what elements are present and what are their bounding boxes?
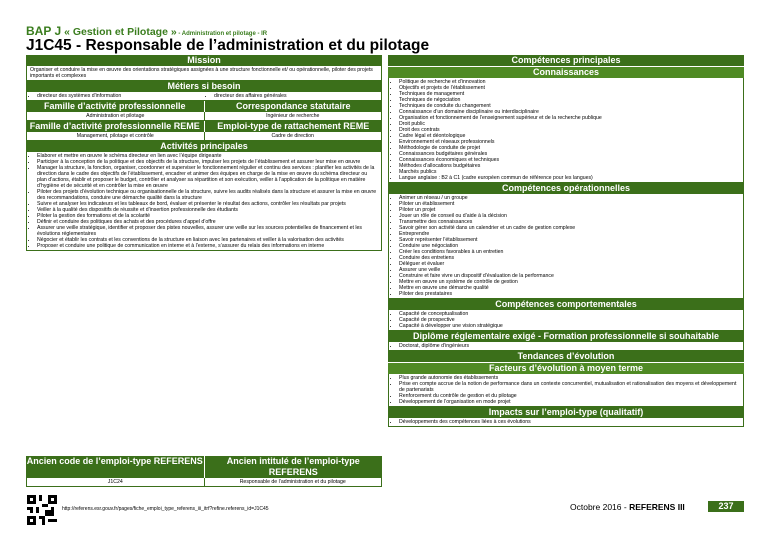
list-item: • Assurer une veille [399,267,740,273]
operationnelles-heading: Compétences opérationnelles [388,183,744,194]
famille-row-values [26,112,382,121]
list-item: • Droit des contrats [399,127,740,133]
list-item: • Savoir gérer son activité dans un calendrier et un cadre de gestion complexe [399,225,740,231]
ancien-intitule-heading: Ancien intitulé de l’emploi-type REFERENS [204,456,383,478]
list-item: • Entreprendre [399,231,740,237]
list-item: • Cadre légal et déontologique [399,133,740,139]
ancien-code-heading: Ancien code de l’emploi-type REFERENS [26,456,204,478]
connaissances-heading: Connaissances [388,66,744,78]
bap-subtitle: - Administration et pilotage - IR [176,31,268,37]
metier-item: • directeur des systèmes d'information [37,93,201,99]
fiche-link[interactable]: http://referens.esr.gouv.fr/pages/fiche_emploi_type_referens_iii_itrf?refine.referens_id=J1C45 [62,506,269,512]
list-item: • Jouer un rôle de conseil ou d’aide à la décision [399,213,740,219]
list-item: • Techniques de négociation [399,97,740,103]
famille-value: Administration et pilotage [26,112,205,121]
competences-heading: Compétences principales [388,55,744,66]
footer-date: Octobre 2016 - [570,502,630,512]
list-item: • Mettre en œuvre un système de contrôle de gestion [399,279,740,285]
bap-title: « Gestion et Pilotage » [64,26,177,38]
list-item: • Piloter la gestion des formations et de la scolarité [37,213,378,219]
mission-heading: Mission [26,55,382,66]
bap-code: BAP J [26,24,62,38]
qr-code-icon [27,495,57,525]
facteurs-list [388,374,744,407]
famille-row-heading [26,101,382,112]
list-item: • Savoir représenter l’établissement [399,237,740,243]
correspondance-heading: Correspondance statutaire [204,101,383,112]
old-codes-heading-row [26,456,382,478]
list-item: • Suivre et analyser les indicateurs et les tableaux de bord, évaluer et présenter le résultat des actions, contrôler les résultats par projets [37,201,378,207]
list-item: • Transmettre des connaissances [399,219,740,225]
list-item: • Marchés publics [399,169,740,175]
old-codes [26,456,382,487]
list-item: • Prise en compte accrue de la notion de performance dans un contexte concurrentiel, mutualisation et rationalisation des moyens et développement de partenariats [399,381,740,393]
page-title: J1C45 - Responsable de l’administration et du pilotage [26,37,430,54]
bap-header [26,24,267,38]
list-item: • Piloter des prestataires [399,291,740,297]
list-item: • Connaissances économiques et techniques [399,157,740,163]
list-item: • Connaissances budgétaires générales [399,151,740,157]
metier-item: • directeur des affaires générales [214,93,378,99]
reme-row-heading [26,121,382,132]
emploi-type-heading: Emploi-type de rattachement REME [204,121,383,132]
list-item: • Piloter un projet [399,207,740,213]
reme-row-values [26,132,382,141]
operationnelles-list [388,194,744,299]
list-item: • Piloter des projets d’évolution technique ou organisationnelle de la structure, suivre les audits réalisés dans la structure et assurer la mise en œuvre des recommandations, conduire une démarche qualité dans la structure [37,189,378,201]
page-number: 237 [708,501,744,512]
list-item: • Participer à la conception de la politique et des objectifs de la structure, impulser les projets de l’établissement et assurer leur mise en œuvre [37,159,378,165]
list-item: • Organisation et fonctionnement de l’enseignement supérieur et de la recherche publique [399,115,740,121]
footer-brand: REFERENS III [629,502,685,512]
metiers-heading: Métiers si besoin [26,81,382,92]
diplome-heading: Diplôme réglementaire exigé - Formation professionnelle si souhaitable [388,331,744,342]
list-item: • Capacité de prospective [399,317,740,323]
list-item: • Elaborer et mettre en œuvre le schéma directeur en lien avec l’équipe dirigeante [37,153,378,159]
list-item: • Déléguer et évaluer [399,261,740,267]
famille-heading: Famille d’activité professionnelle [26,101,204,112]
list-item: • Techniques de management [399,91,740,97]
list-item: • Manager la structure, la fonction, organiser, coordonner et superviser le fonctionnement régulier et continu des services : planifier les activités de la direction dans le cadre des objectifs de l’établissement, encadrer et animer des équipes en charge de la mise en œuvre du schéma directeur ou plan d’actions, établir et proposer le budget, contrôler et analyser sa répartition et son exécution, veiller à l’application de la politique en matière d’hygiène et de sécurité et en contrôler la mise en œuvre [37,165,378,189]
list-item: • Veiller à la qualité des dispositifs de réussite et d’insertion professionnelle des étudiants [37,207,378,213]
famille-reme-heading: Famille d’activité professionnelle REME [26,121,204,132]
list-item: • Plus grande autonomie des établissements [399,375,740,381]
comportementales-heading: Compétences comportementales [388,299,744,310]
list-item: • Connaissance d’un domaine disciplinaire ou interdisciplinaire [399,109,740,115]
list-item: • Définir et conduire des politiques des achats et des procédures d’appel d’offre [37,219,378,225]
mission-text: Organiser et conduire la mise en œuvre des orientations stratégiques assignées à une structure fonctionnelle et/ ou opérationnelle, piloter des projets importants et complexes [26,66,382,81]
list-item: • Droit public [399,121,740,127]
metiers-list [26,92,382,101]
list-item: • Méthodes d’allocations budgétaires [399,163,740,169]
correspondance-value: Ingénieur de recherche [205,112,383,121]
list-item: • Développements des compétences liées à ces évolutions [399,419,740,425]
impacts-heading: Impacts sur l’emploi-type (qualitatif) [388,407,744,418]
left-column [26,55,382,251]
old-codes-value-row [26,478,382,487]
list-item: • Environnement et réseaux professionnels [399,139,740,145]
list-item: • Méthodologie de conduite de projet [399,145,740,151]
list-item: • Conduire une négociation [399,243,740,249]
list-item: • Techniques de conduite du changement [399,103,740,109]
ancien-code-value: J1C24 [26,478,205,487]
list-item: • Doctorat, diplôme d’ingénieurs [399,343,740,349]
impacts-list [388,418,744,427]
list-item: • Conduire des entretiens [399,255,740,261]
facteurs-heading: Facteurs d’évolution à moyen terme [388,362,744,374]
ancien-intitule-value: Responsable de l’administration et du pilotage [205,478,383,487]
list-item: • Objectifs et projets de l’établissement [399,85,740,91]
list-item: • Renforcement du contrôle de gestion et du pilotage [399,393,740,399]
list-item: • Capacité de conceptualisation [399,311,740,317]
connaissances-list [388,78,744,183]
list-item: • Politique de recherche et d’innovation [399,79,740,85]
list-item: • Assurer une veille stratégique, identifier et proposer des pistes nouvelles, assurer une veille sur les sources potentielles de financement et les évolutions réglementaires [37,225,378,237]
activites-list [26,152,382,251]
list-item: • Piloter un établissement [399,201,740,207]
famille-reme-value: Management, pilotage et contrôle [26,132,205,141]
list-item: • Créer les conditions favorables à un entretien [399,249,740,255]
tendances-heading: Tendances d’évolution [388,351,744,362]
footer-edition [570,502,685,512]
list-item: • Développement de l’organisation en mode projet [399,399,740,405]
emploi-type-value: Cadre de direction [205,132,383,141]
right-column [388,55,744,427]
list-item: • Capacité à développer une vision stratégique [399,323,740,329]
list-item: • Négocier et établir les contrats et les conventions de la structure en liaison avec les partenaires et veiller à la valorisation des activités [37,237,378,243]
list-item: • Proposer et conduire une politique de communication en interne et à l’externe, s’assurer du relais des informations en interne [37,243,378,249]
comportementales-list [388,310,744,331]
diplome-list [388,342,744,351]
activites-heading: Activités principales [26,141,382,152]
list-item: • Construire et faire vivre un dispositif d’évaluation de la performance [399,273,740,279]
list-item: • Langue anglaise : B2 à C1 (cadre européen commun de référence pour les langues) [399,175,740,181]
list-item: • Animer un réseau / un groupe [399,195,740,201]
list-item: • Mettre en œuvre une démarche qualité [399,285,740,291]
